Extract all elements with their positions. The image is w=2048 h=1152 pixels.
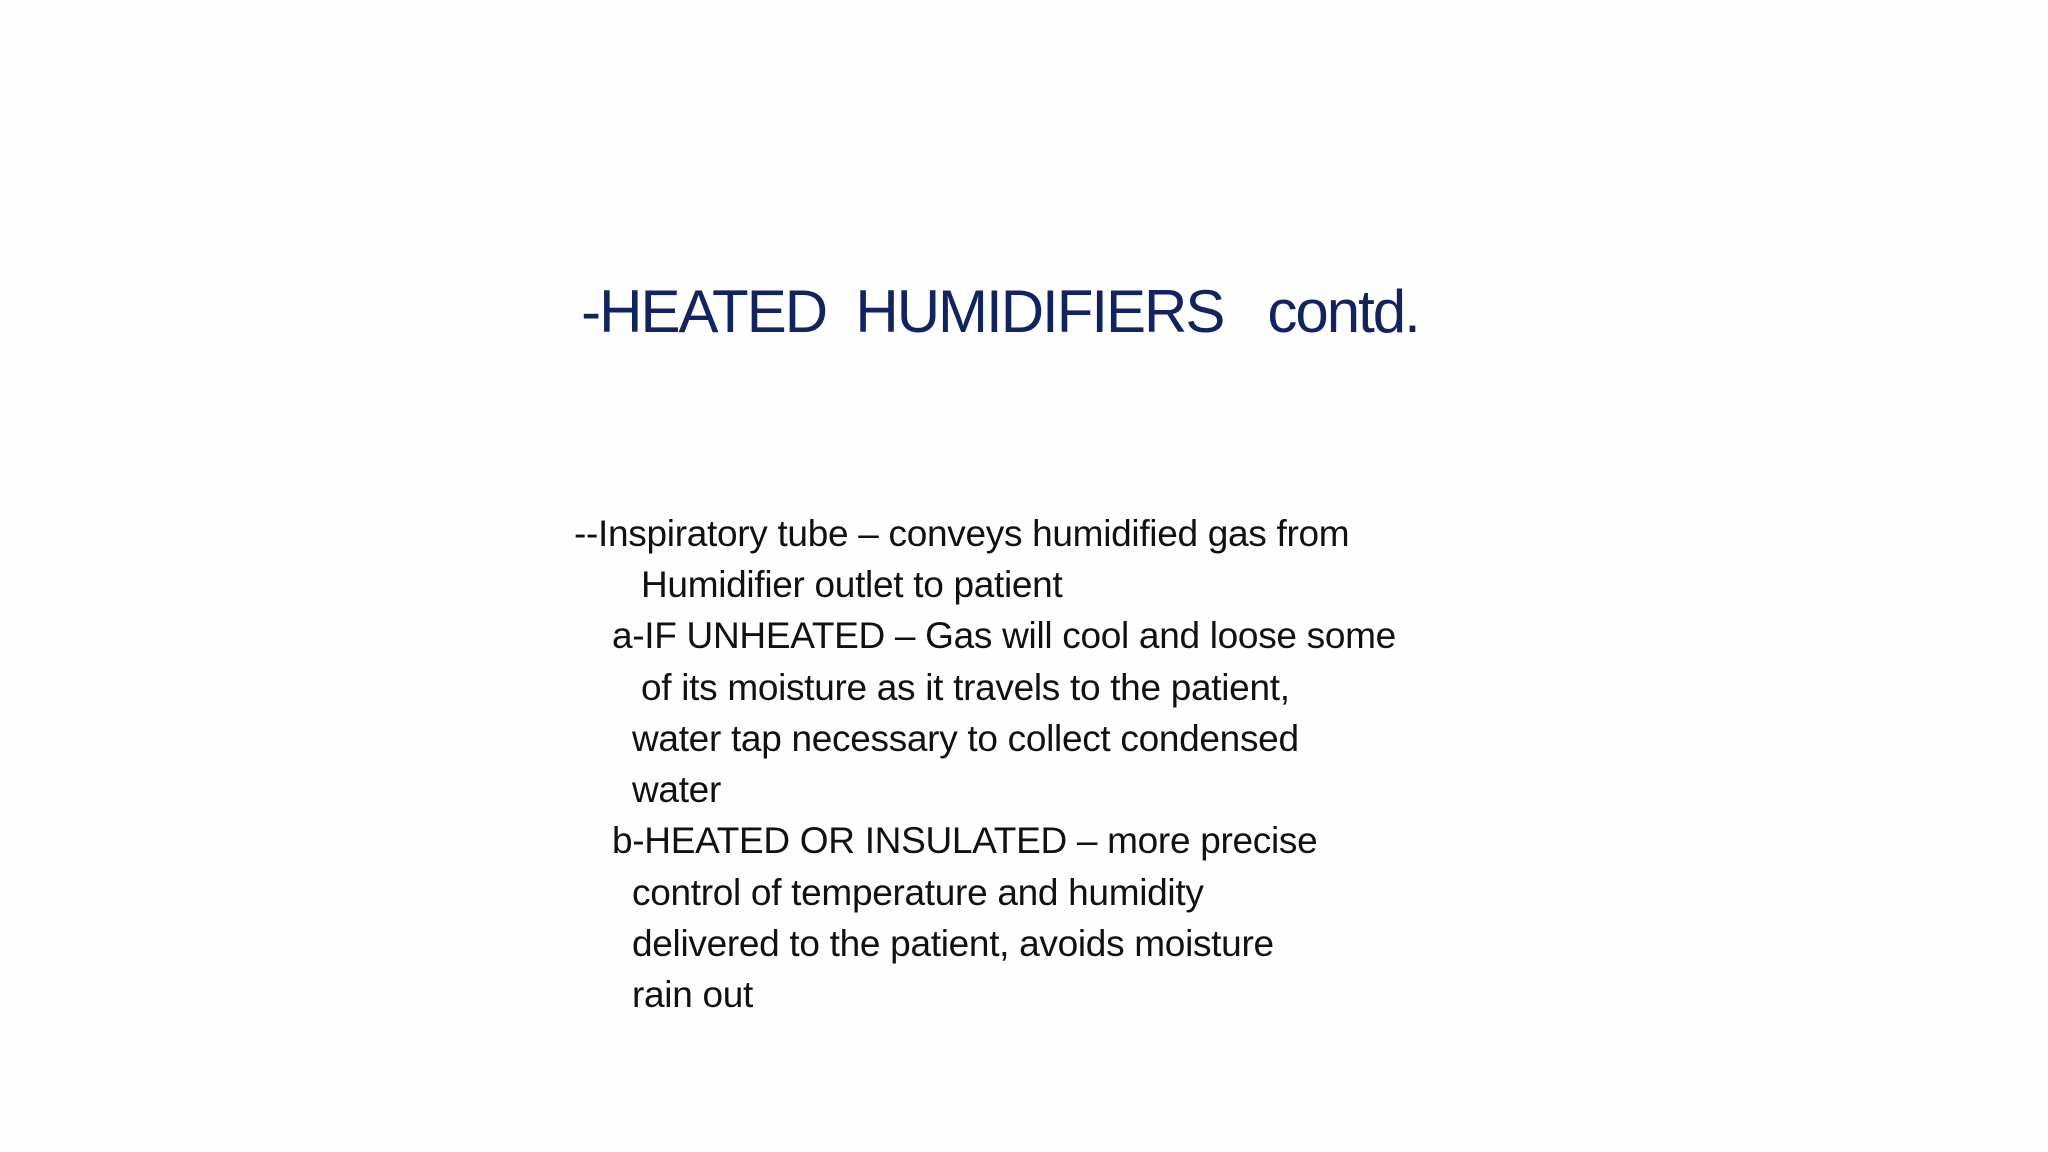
body-line-10: rain out [632, 974, 754, 1015]
slide-title: -HEATED HUMIDIFIERS contd. [581, 278, 1419, 345]
body-line-8: control of temperature and humidity [632, 872, 1204, 913]
body-line-3: a-IF UNHEATED – Gas will cool and loose some [612, 615, 1396, 656]
body-line-7: b-HEATED OR INSULATED – more precise [612, 820, 1318, 861]
body-line-2: Humidifier outlet to patient [641, 564, 1063, 605]
body-line-1: --Inspiratory tube – conveys humidified gas from [574, 513, 1350, 554]
body-line-9: delivered to the patient, avoids moisture [632, 923, 1274, 964]
body-line-5: water tap necessary to collect condensed [632, 718, 1299, 759]
body-line-6: water [632, 769, 721, 810]
body-line-4: of its moisture as it travels to the patient, [641, 667, 1290, 708]
